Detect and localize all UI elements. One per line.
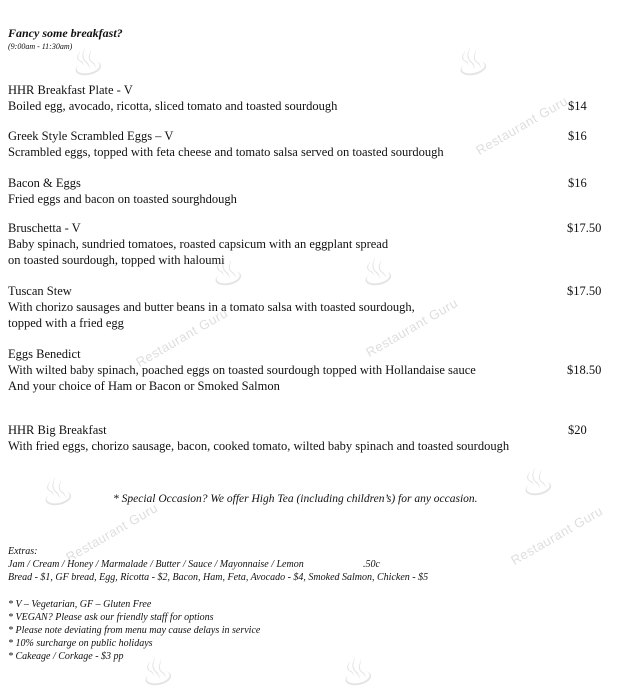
menu-item-description: on toasted sourdough, topped with haloumi xyxy=(8,253,225,267)
extras-additions: Bread - $1, GF bread, Egg, Ricotta - $2, Bacon, Ham, Feta, Avocado - $4, Smoked Salmon, Chicken - $5 xyxy=(8,572,429,583)
menu-item-name: HHR Big Breakfast xyxy=(8,423,107,437)
menu-item-description: With chorizo sausages and butter beans in a tomato salsa with toasted sourdough, xyxy=(8,300,415,314)
extras-condiments: Jam / Cream / Honey / Marmalade / Butter / Sauce / Mayonnaise / Lemon xyxy=(8,559,304,570)
extras-heading: Extras: xyxy=(8,546,38,557)
menu-item-description: Fried eggs and bacon on toasted sourghdough xyxy=(8,192,237,206)
menu-item-price: $20 xyxy=(568,423,587,437)
menu-item-name: Bacon & Eggs xyxy=(8,176,81,190)
menu-item-price: $14 xyxy=(568,99,587,113)
watermark-icon: ♨ xyxy=(65,36,109,88)
note-line: * VEGAN? Please ask our friendly staff for options xyxy=(8,612,214,623)
watermark-icon: ♨ xyxy=(205,246,249,298)
watermark-text: Restaurant Guru xyxy=(363,295,461,360)
watermark-icon: ♨ xyxy=(135,646,179,698)
watermark-text: Restaurant Guru xyxy=(508,503,606,568)
extras-condiments-price: .50c xyxy=(363,559,380,570)
special-occasion-note: * Special Occasion? We offer High Tea (including children’s) for any occasion. xyxy=(113,493,478,505)
menu-item-description: With fried eggs, chorizo sausage, bacon, cooked tomato, wilted baby spinach and toasted sourdough xyxy=(8,439,510,453)
serving-hours: (9:00am - 11:30am) xyxy=(8,42,73,51)
watermark-icon: ♨ xyxy=(355,246,399,298)
menu-item-name: Greek Style Scrambled Eggs – V xyxy=(8,129,174,143)
menu-item-price: $16 xyxy=(568,129,587,143)
note-line: * Please note deviating from menu may cause delays in service xyxy=(8,625,261,636)
watermark-icon: ♨ xyxy=(515,456,559,508)
note-line: * 10% surcharge on public holidays xyxy=(8,638,153,649)
watermark-icon: ♨ xyxy=(35,466,79,518)
watermark-text: Restaurant Guru xyxy=(473,93,571,158)
watermark-icon: ♨ xyxy=(450,36,494,88)
menu-item-description: topped with a fried egg xyxy=(8,316,124,330)
menu-item-description: Baby spinach, sundried tomatoes, roasted capsicum with an eggplant spread xyxy=(8,237,389,251)
note-line: * Cakeage / Corkage - $3 pp xyxy=(8,651,124,662)
menu-item-price: $17.50 xyxy=(567,221,602,235)
menu-item-description: And your choice of Ham or Bacon or Smoked Salmon xyxy=(8,379,280,393)
menu-item-price: $18.50 xyxy=(567,363,602,377)
watermark-icon: ♨ xyxy=(335,646,379,698)
menu-item-name: Bruschetta - V xyxy=(8,221,81,235)
menu-item-description: With wilted baby spinach, poached eggs on toasted sourdough topped with Hollandaise sauce xyxy=(8,363,476,377)
menu-item-name: HHR Breakfast Plate - V xyxy=(8,83,133,97)
menu-item-description: Scrambled eggs, topped with feta cheese and tomato salsa served on toasted sourdough xyxy=(8,145,444,159)
watermark-text: Restaurant Guru xyxy=(133,305,231,370)
menu-item-description: Boiled egg, avocado, ricotta, sliced tomato and toasted sourdough xyxy=(8,99,338,113)
menu-item-name: Eggs Benedict xyxy=(8,347,81,361)
menu-item-name: Tuscan Stew xyxy=(8,284,72,298)
menu-item-price: $17.50 xyxy=(567,284,602,298)
watermark-text: Restaurant Guru xyxy=(63,500,161,565)
menu-title: Fancy some breakfast? xyxy=(8,26,123,40)
note-line: * V – Vegetarian, GF – Gluten Free xyxy=(8,599,152,610)
menu-item-price: $16 xyxy=(568,176,587,190)
